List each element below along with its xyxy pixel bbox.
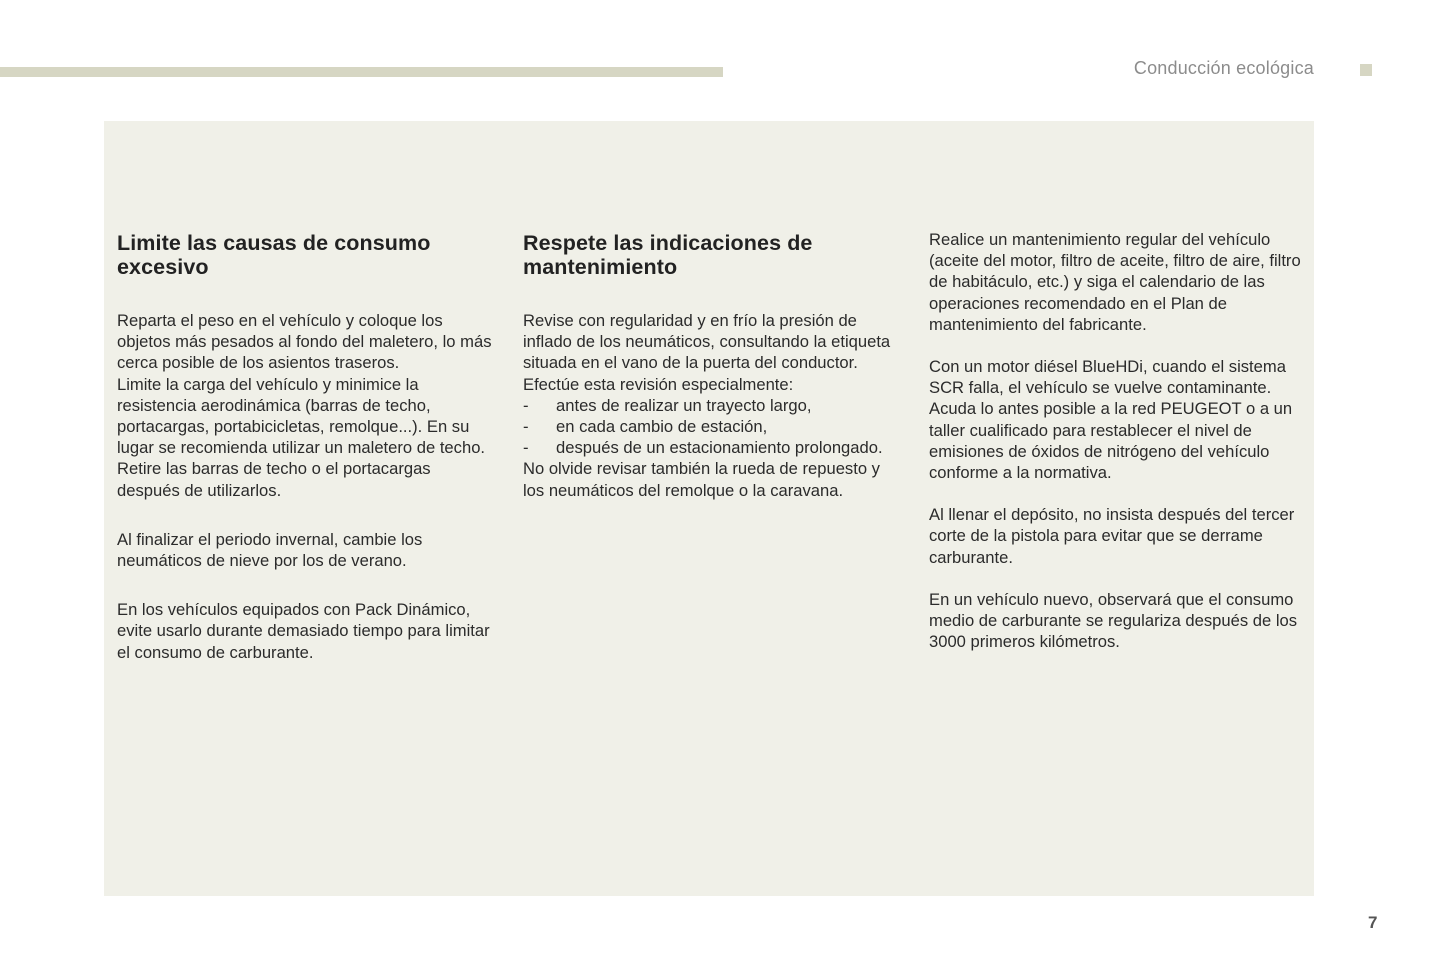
list-item-text: después de un estacionamiento prolongado. — [556, 438, 883, 458]
paragraph-pack-dinamico: En los vehículos equipados con Pack Dinámico, evite usarlo durante demasiado tiempo para limitar el consumo de carburante. — [117, 600, 490, 662]
paragraph-peso: Reparta el peso en el vehículo y coloque los objetos más pesados al fondo del maletero, lo más cerca posible de los asientos traseros. — [117, 311, 492, 373]
page-number: 7 — [1368, 913, 1378, 932]
list-item-text: en cada cambio de estación, — [556, 417, 768, 437]
paragraph-barras: Retire las barras de techo o el portacargas después de utilizarlos. — [117, 459, 431, 500]
paragraph-rueda-repuesto: No olvide revisar también la rueda de repuesto y los neumáticos del remolque o la caravana. — [523, 459, 880, 500]
list-item — [523, 437, 898, 458]
header-rule — [0, 67, 723, 77]
section-title: Conducción ecológica — [1133, 58, 1314, 78]
heading-consumo-excesivo: Limite las causas de consumo excesivo — [117, 231, 431, 279]
section-marker-square — [1360, 64, 1372, 76]
paragraph-revision: Efectúe esta revisión especialmente: — [523, 374, 794, 394]
column-right — [929, 229, 1311, 652]
list-item-text: antes de realizar un trayecto largo, — [556, 395, 812, 415]
column-left — [117, 230, 497, 663]
list-item — [523, 416, 898, 437]
dash-bullet: - — [523, 438, 529, 458]
column-middle — [523, 230, 898, 501]
paragraph-vehiculo-nuevo: En un vehículo nuevo, observará que el consumo medio de carburante se regulariza después de los 3000 primeros kilómetros. — [929, 589, 1298, 652]
paragraph-bluehdi: Con un motor diésel BlueHDi, cuando el sistema SCR falla, el vehículo se vuelve contaminante. Acuda lo antes posible a la red PEUGEOT o a un taller cualificado para restablecer el nivel de emisiones de óxidos de nitrógeno del vehículo conforme a la normativa. — [929, 357, 1293, 483]
paragraph-carga: Limite la carga del vehículo y minimice la resistencia aerodinámica (barras de techo, portacargas, portabicicletas, remolque...). En su lugar se recomienda utilizar un maletero de techo. — [117, 374, 486, 458]
dash-bullet: - — [523, 417, 529, 437]
paragraph-presion: Revise con regularidad y en frío la presión de inflado de los neumáticos, consultando la etiqueta situada en el vano de la puerta del conductor. — [523, 311, 891, 373]
paragraph-deposito: Al llenar el depósito, no insista después del tercer corte de la pistola para evitar que se derrame carburante. — [929, 505, 1295, 567]
paragraph-mantenimiento-regular: Realice un mantenimiento regular del vehículo (aceite del motor, filtro de aceite, filtro de aire, filtro de habitáculo, etc.) y siga el calendario de las operaciones recomendado en el Plan de mantenimiento del fabricante. — [929, 230, 1301, 334]
revision-list — [523, 395, 898, 459]
heading-mantenimiento: Respete las indicaciones de mantenimiento — [523, 231, 813, 279]
dash-bullet: - — [523, 395, 529, 415]
paragraph-neumaticos-invierno: Al finalizar el periodo invernal, cambie los neumáticos de nieve por los de verano. — [117, 529, 423, 571]
list-item — [523, 395, 898, 416]
